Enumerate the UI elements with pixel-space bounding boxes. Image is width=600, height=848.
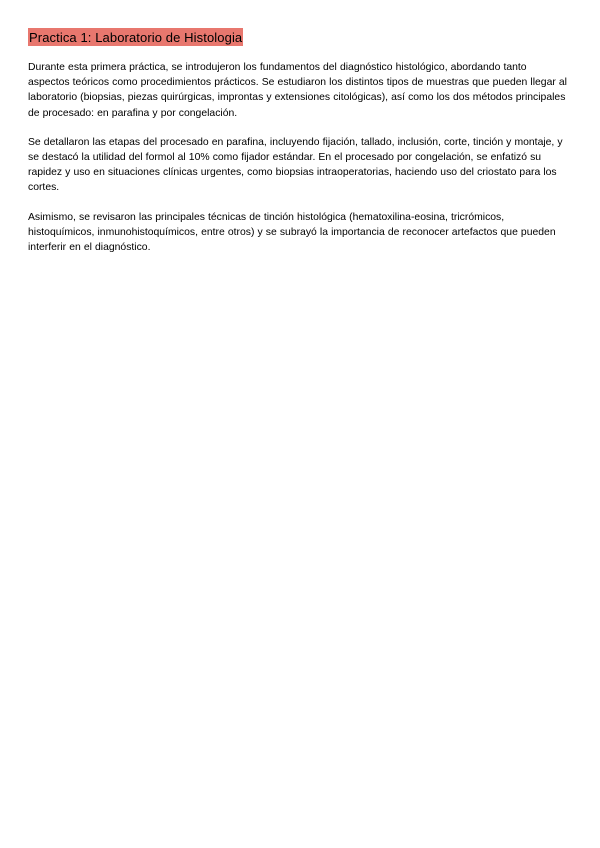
document-body [28, 60, 570, 255]
paragraph-3: Asimismo, se revisaron las principales técnicas de tinción histológica (hematoxilina-eosina, tricrómicos, histoquímicos, inmunohistoquímicos, entre otros) y se subrayó la importancia de reconocer artefactos que pueden interferir en el diagnóstico. [28, 211, 556, 254]
document-title: Practica 1: Laboratorio de Histologia [29, 30, 243, 45]
paragraph-1: Durante esta primera práctica, se introdujeron los fundamentos del diagnóstico histológico, abordando tanto aspectos teóricos como procedimientos prácticos. Se estudiaron los distintos tipos de muestras que pueden llegar al laboratorio (biopsias, piezas quirúrgicas, improntas y extensiones citológicas), así como los dos métodos principales de procesado: en parafina y por congelación. [28, 62, 567, 119]
paragraph-2: Se detallaron las etapas del procesado en parafina, incluyendo fijación, tallado, inclusión, corte, tinción y montaje, y se destacó la utilidad del formol al 10% como fijador estándar. En el procesado por congelación, se enfatizó su rapidez y uso en situaciones clínicas urgentes, como biopsias intraoperatorias, haciendo uso del criostato para los cortes. [28, 136, 563, 194]
